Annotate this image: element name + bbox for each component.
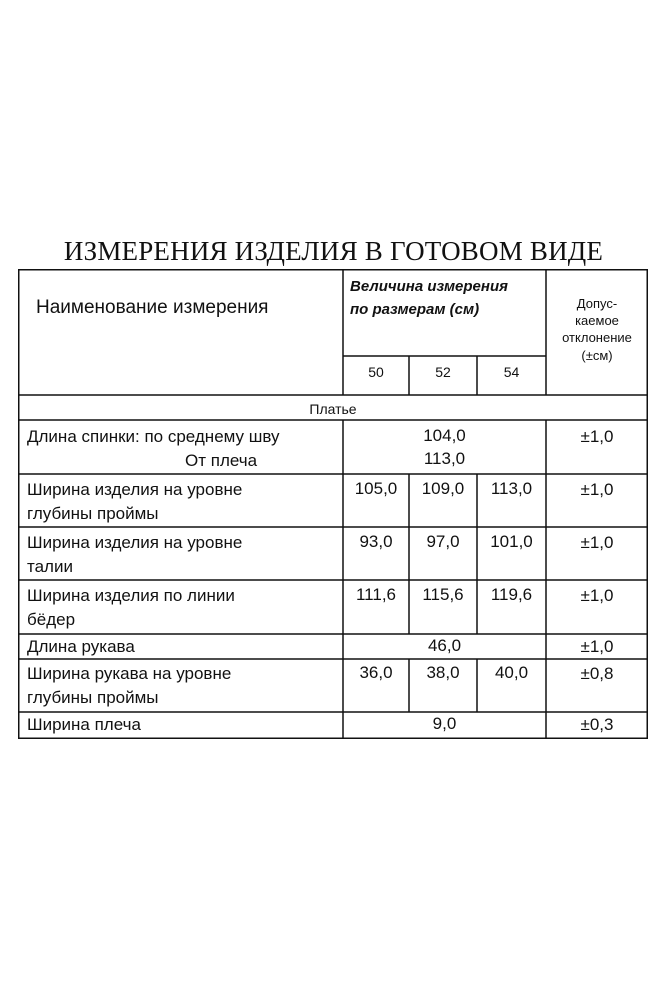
header-name-column: Наименование измерения (36, 297, 269, 318)
value-all-sizes: 113,0 (423, 449, 466, 468)
tolerance-value: ±1,0 (580, 480, 614, 499)
size-50-header: 50 (368, 364, 384, 380)
row-name-line2: глубины проймы (27, 504, 159, 523)
value-size-52: 38,0 (426, 663, 460, 682)
row-name-line1: Ширина изделия на уровне (27, 480, 243, 499)
row-name-line1: Ширина изделия на уровне (27, 533, 243, 552)
value-size-50: 93,0 (359, 532, 393, 551)
header-tol-line1: Допус- (576, 296, 618, 311)
header-tol-line2: каемое (575, 313, 619, 328)
header-value-line1: Величина измерения (350, 278, 508, 295)
value-size-54: 113,0 (490, 479, 533, 498)
tolerance-value: ±0,3 (580, 715, 614, 734)
row-name-line2: глубины проймы (27, 688, 159, 707)
size-54-header: 54 (503, 364, 520, 380)
row-name-line1: Ширина плеча (27, 715, 141, 734)
header-tol-line3: отклонение (562, 330, 632, 345)
value-size-52: 97,0 (426, 532, 460, 551)
measurements-table (18, 269, 648, 739)
value-all-sizes: 104,0 (423, 426, 466, 445)
value-all-sizes: 46,0 (427, 636, 462, 655)
tolerance-value: ±0,8 (580, 664, 614, 683)
size-52-header: 52 (435, 364, 451, 380)
row-name-line2: От плеча (185, 451, 258, 470)
value-size-52: 109,0 (421, 479, 465, 498)
tolerance-value: ±1,0 (580, 637, 614, 656)
tolerance-value: ±1,0 (580, 533, 614, 552)
row-name-line1: Длина спинки: по среднему шву (27, 427, 280, 446)
row-name-line1: Ширина изделия по линии (27, 586, 235, 605)
value-size-50: 105,0 (354, 479, 398, 498)
row-name-line1: Ширина рукава на уровне (27, 664, 232, 683)
value-size-54: 101,0 (490, 532, 533, 551)
header-value-line2: по размерам (см) (350, 301, 480, 318)
row-name-line2: талии (27, 557, 73, 576)
header-tol-line4: (±см) (581, 348, 613, 363)
value-size-52: 115,6 (422, 585, 464, 604)
tolerance-value: ±1,0 (580, 427, 614, 446)
value-size-50: 36,0 (359, 663, 393, 682)
value-size-54: 119,6 (490, 585, 533, 604)
value-size-50: 111,6 (355, 585, 397, 604)
page-title: ИЗМЕРЕНИЯ ИЗДЕЛИЯ В ГОТОВОМ ВИДЕ (63, 236, 604, 266)
tolerance-value: ±1,0 (580, 586, 614, 605)
value-size-54: 40,0 (494, 663, 529, 682)
section-title: Платье (309, 401, 357, 417)
value-all-sizes: 9,0 (432, 714, 457, 733)
row-name-line2: бёдер (27, 610, 76, 629)
row-name-line1: Длина рукава (27, 637, 135, 656)
